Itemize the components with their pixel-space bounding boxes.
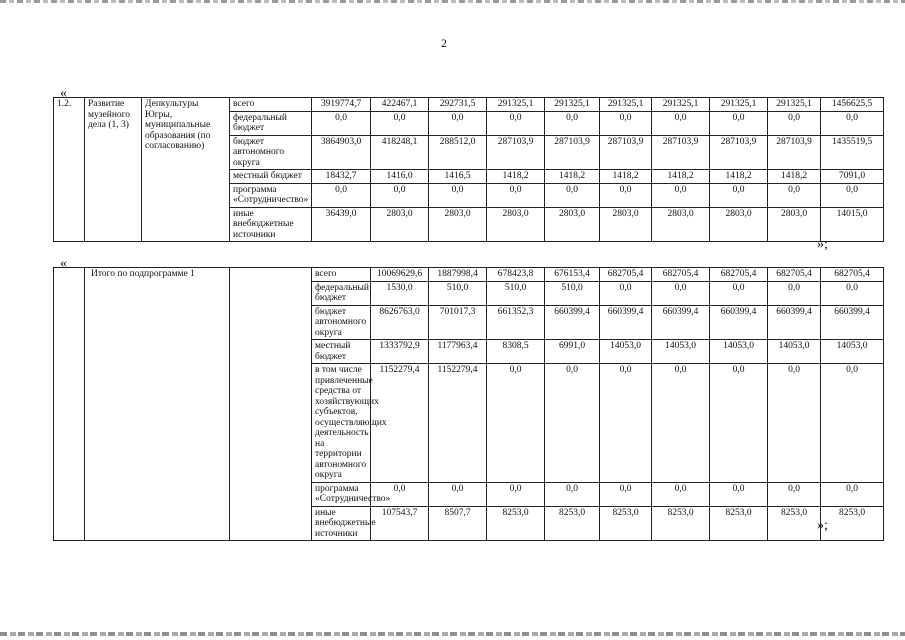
amount-cell: 0,0 <box>429 111 487 135</box>
amount-cell: 2803,0 <box>371 207 429 242</box>
funding-source-label: программа «Сотрудничество» <box>312 482 371 506</box>
amount-cell: 0,0 <box>487 482 545 506</box>
amount-cell: 14053,0 <box>600 340 652 364</box>
amount-cell: 1456625,5 <box>821 98 884 112</box>
amount-cell: 1530,0 <box>371 281 429 305</box>
activity-name-cell: Развитие музейного дела (1, 3) <box>85 98 142 242</box>
amount-cell: 418248,1 <box>371 135 429 170</box>
amount-cell: 291325,1 <box>487 98 545 112</box>
amount-cell: 0,0 <box>545 482 600 506</box>
amount-cell: 0,0 <box>545 111 600 135</box>
amount-cell: 0,0 <box>821 111 884 135</box>
amount-cell: 0,0 <box>429 482 487 506</box>
amount-cell: 18432,7 <box>312 170 371 184</box>
amount-cell: 0,0 <box>710 183 768 207</box>
amount-cell: 2803,0 <box>652 207 710 242</box>
amount-cell: 287103,9 <box>710 135 768 170</box>
row-number-cell: 1.2. <box>54 98 85 242</box>
amount-cell: 0,0 <box>600 183 652 207</box>
amount-cell: 661352,3 <box>487 305 545 340</box>
amount-cell: 676153,4 <box>545 268 600 282</box>
amount-cell: 14053,0 <box>768 340 821 364</box>
funding-source-label: бюджет автономного округа <box>312 305 371 340</box>
funding-source-label: всего <box>312 268 371 282</box>
funding-source-label: всего <box>230 98 312 112</box>
page-number: 2 <box>441 36 447 50</box>
amount-cell: 0,0 <box>768 183 821 207</box>
amount-cell: 1152279,4 <box>429 364 487 483</box>
amount-cell: 1435519,5 <box>821 135 884 170</box>
amount-cell: 2803,0 <box>600 207 652 242</box>
funding-table-subprogram-total <box>53 267 884 541</box>
amount-cell: 1152279,4 <box>371 364 429 483</box>
amount-cell: 3919774,7 <box>312 98 371 112</box>
amount-cell: 288512,0 <box>429 135 487 170</box>
amount-cell: 0,0 <box>652 281 710 305</box>
amount-cell: 0,0 <box>710 364 768 483</box>
amount-cell: 0,0 <box>371 482 429 506</box>
amount-cell: 7091,0 <box>821 170 884 184</box>
amount-cell: 1418,2 <box>487 170 545 184</box>
amount-cell: 291325,1 <box>652 98 710 112</box>
amount-cell: 8253,0 <box>545 506 600 541</box>
amount-cell: 510,0 <box>429 281 487 305</box>
amount-cell: 0,0 <box>545 183 600 207</box>
amount-cell: 0,0 <box>600 281 652 305</box>
amount-cell: 0,0 <box>821 364 884 483</box>
amount-cell: 1416,0 <box>371 170 429 184</box>
table-row <box>54 268 884 282</box>
amount-cell: 291325,1 <box>710 98 768 112</box>
amount-cell: 14015,0 <box>821 207 884 242</box>
amount-cell: 660399,4 <box>545 305 600 340</box>
amount-cell: 292731,5 <box>429 98 487 112</box>
amount-cell: 660399,4 <box>768 305 821 340</box>
funding-source-label: иные внебюджетные источники <box>312 506 371 541</box>
amount-cell: 14053,0 <box>652 340 710 364</box>
amount-cell: 8253,0 <box>821 506 884 541</box>
amount-cell: 682705,4 <box>710 268 768 282</box>
amount-cell: 510,0 <box>545 281 600 305</box>
amount-cell: 287103,9 <box>768 135 821 170</box>
funding-source-label: бюджет автономного округа <box>230 135 312 170</box>
amount-cell: 660399,4 <box>821 305 884 340</box>
amount-cell: 660399,4 <box>652 305 710 340</box>
amount-cell: 287103,9 <box>487 135 545 170</box>
amount-cell: 0,0 <box>600 482 652 506</box>
amount-cell: 701017,3 <box>429 305 487 340</box>
amount-cell: 2803,0 <box>710 207 768 242</box>
amount-cell: 678423,8 <box>487 268 545 282</box>
amount-cell: 2803,0 <box>487 207 545 242</box>
funding-source-label: программа «Сотрудничество» <box>230 183 312 207</box>
opening-quote-2: « <box>60 256 67 271</box>
amount-cell: 1418,2 <box>545 170 600 184</box>
amount-cell: 0,0 <box>600 111 652 135</box>
amount-cell: 660399,4 <box>600 305 652 340</box>
amount-cell: 0,0 <box>652 183 710 207</box>
amount-cell: 0,0 <box>821 183 884 207</box>
amount-cell: 682705,4 <box>652 268 710 282</box>
amount-cell: 291325,1 <box>768 98 821 112</box>
amount-cell: 1333792,9 <box>371 340 429 364</box>
amount-cell: 0,0 <box>710 281 768 305</box>
amount-cell: 0,0 <box>312 111 371 135</box>
closing-quote-2: »; <box>817 518 828 533</box>
amount-cell: 0,0 <box>487 111 545 135</box>
amount-cell: 6991,0 <box>545 340 600 364</box>
amount-cell: 8253,0 <box>652 506 710 541</box>
amount-cell: 0,0 <box>710 482 768 506</box>
amount-cell: 0,0 <box>545 364 600 483</box>
amount-cell: 1177963,4 <box>429 340 487 364</box>
amount-cell: 36439,0 <box>312 207 371 242</box>
amount-cell: 0,0 <box>710 111 768 135</box>
amount-cell: 0,0 <box>371 111 429 135</box>
amount-cell: 8253,0 <box>768 506 821 541</box>
amount-cell: 2803,0 <box>429 207 487 242</box>
funding-source-label: местный бюджет <box>230 170 312 184</box>
amount-cell: 0,0 <box>312 183 371 207</box>
amount-cell: 0,0 <box>487 183 545 207</box>
amount-cell: 287103,9 <box>600 135 652 170</box>
total-title-cell: Итого по подпрограмме 1 <box>85 268 230 541</box>
amount-cell: 8253,0 <box>487 506 545 541</box>
amount-cell: 287103,9 <box>545 135 600 170</box>
amount-cell: 291325,1 <box>545 98 600 112</box>
scan-edge-bottom <box>0 632 905 636</box>
amount-cell: 0,0 <box>652 111 710 135</box>
amount-cell: 682705,4 <box>768 268 821 282</box>
funding-source-label: федеральный бюджет <box>230 111 312 135</box>
executor-cell: Депкультуры Югры, муниципальные образования (по согласованию) <box>142 98 230 242</box>
amount-cell: 660399,4 <box>710 305 768 340</box>
amount-cell: 2803,0 <box>768 207 821 242</box>
amount-cell: 0,0 <box>821 482 884 506</box>
amount-cell: 1418,2 <box>600 170 652 184</box>
amount-cell: 1418,2 <box>768 170 821 184</box>
amount-cell: 8308,5 <box>487 340 545 364</box>
funding-source-label: иные внебюджетные источники <box>230 207 312 242</box>
funding-source-label: федеральный бюджет <box>312 281 371 305</box>
amount-cell: 0,0 <box>768 281 821 305</box>
amount-cell: 287103,9 <box>652 135 710 170</box>
amount-cell: 2803,0 <box>545 207 600 242</box>
amount-cell: 1416,5 <box>429 170 487 184</box>
closing-quote-1: »; <box>817 237 828 252</box>
funding-source-label: местный бюджет <box>312 340 371 364</box>
table-row <box>54 98 884 112</box>
amount-cell: 682705,4 <box>821 268 884 282</box>
funding-table-museum <box>53 97 884 242</box>
amount-cell: 0,0 <box>600 364 652 483</box>
amount-cell: 422467,1 <box>371 98 429 112</box>
amount-cell: 0,0 <box>429 183 487 207</box>
amount-cell: 0,0 <box>768 482 821 506</box>
row-number-cell <box>54 268 85 541</box>
amount-cell: 0,0 <box>652 364 710 483</box>
amount-cell: 3864903,0 <box>312 135 371 170</box>
amount-cell: 0,0 <box>371 183 429 207</box>
amount-cell: 8253,0 <box>600 506 652 541</box>
amount-cell: 0,0 <box>821 281 884 305</box>
executor-cell <box>230 268 312 541</box>
amount-cell: 0,0 <box>768 364 821 483</box>
amount-cell: 1418,2 <box>652 170 710 184</box>
amount-cell: 1418,2 <box>710 170 768 184</box>
amount-cell: 10069629,6 <box>371 268 429 282</box>
amount-cell: 14053,0 <box>821 340 884 364</box>
amount-cell: 107543,7 <box>371 506 429 541</box>
funding-source-label: в том числе привлеченные средства от хозяйствующих субъектов, осуществляющих деятельность на территории автономного округа <box>312 364 371 483</box>
opening-quote-1: « <box>60 86 67 101</box>
amount-cell: 8253,0 <box>710 506 768 541</box>
amount-cell: 682705,4 <box>600 268 652 282</box>
amount-cell: 0,0 <box>487 364 545 483</box>
scan-edge-top <box>0 0 905 3</box>
amount-cell: 1887998,4 <box>429 268 487 282</box>
amount-cell: 14053,0 <box>710 340 768 364</box>
amount-cell: 510,0 <box>487 281 545 305</box>
amount-cell: 0,0 <box>768 111 821 135</box>
amount-cell: 8626763,0 <box>371 305 429 340</box>
amount-cell: 0,0 <box>652 482 710 506</box>
amount-cell: 8507,7 <box>429 506 487 541</box>
amount-cell: 291325,1 <box>600 98 652 112</box>
